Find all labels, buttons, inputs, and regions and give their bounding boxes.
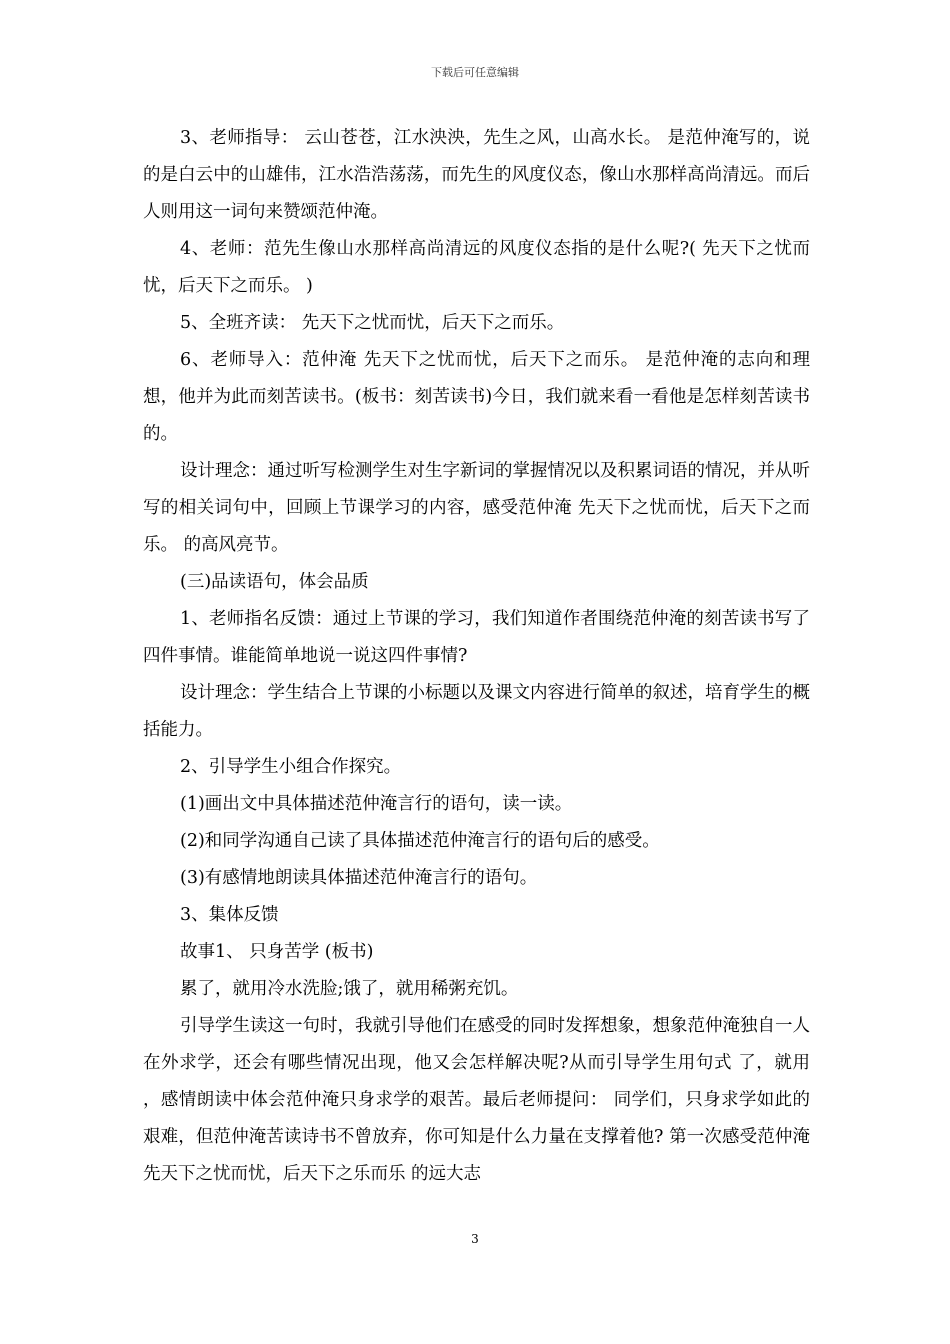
paragraph-design-concept-1: 设计理念：通过听写检测学生对生字新词的掌握情况以及积累词语的情况，并从听写的相关词句中，回顾上节课学习的内容，感受范仲淹 先天下之忧而忧，后天下之而乐。 的高风亮节。 (143, 461, 810, 555)
paragraph-class-reading: 5、全班齐读： 先天下之忧而忧，后天下之而乐。 (180, 313, 565, 333)
paragraph-quote: 累了，就用冷水洗脸;饿了，就用稀粥充饥。 (180, 979, 519, 999)
paragraph-guidance-reading: 引导学生读这一句时，我就引导他们在感受的同时发挥想象，想象范仲淹独自一人在外求学，还会有哪些情况出现，他又会怎样解决呢?从而引导学生用句式 了，就用 ，感情朗读中体会范仲淹只身求学的艰苦。最后老师提问： 同学们，只身求学如此的艰难，但范仲淹苦读诗书不曾放弃，你可知是什么力量在支撑着他? 第一次感受范仲淹 先天下之忧而忧，后天下之乐而乐 的远大志 (143, 1016, 810, 1184)
paragraph-feedback: 1、老师指名反馈：通过上节课的学习，我们知道作者围绕范仲淹的刻苦读书写了四件事情。谁能简单地说一说这四件事情? (143, 609, 810, 666)
paragraph-collective-feedback: 3、集体反馈 (180, 905, 279, 925)
paragraph-design-concept-2: 设计理念：学生结合上节课的小标题以及课文内容进行简单的叙述，培育学生的概括能力。 (143, 683, 810, 740)
page-header: 下载后可任意编辑 (431, 66, 519, 79)
list-item-1: (1)画出文中具体描述范仲淹言行的语句，读一读。 (180, 794, 573, 814)
document-body (143, 120, 810, 1193)
paragraph-teacher-introduction: 6、老师导入：范仲淹 先天下之忧而忧，后天下之而乐。 是范仲淹的志向和理想，他并为此而刻苦读书。(板书：刻苦读书)今日，我们就来看一看他是怎样刻苦读书的。 (143, 350, 810, 444)
list-item-2: (2)和同学沟通自己读了具体描述范仲淹言行的语句后的感受。 (180, 831, 660, 851)
section-heading-3: (三)品读语句，体会品质 (180, 572, 369, 592)
paragraph-teacher-question: 4、老师：范先生像山水那样高尚清远的风度仪态指的是什么呢?( 先天下之忧而忧，后天下之而乐。 ) (143, 239, 810, 296)
paragraph-group-study: 2、引导学生小组合作探究。 (180, 757, 402, 777)
page-number: 3 (471, 1232, 479, 1246)
list-item-3: (3)有感情地朗读具体描述范仲淹言行的语句。 (180, 868, 538, 888)
story-heading-1: 故事1、 只身苦学 (板书) (180, 942, 374, 962)
paragraph-teacher-guidance: 3、老师指导： 云山苍苍，江水泱泱，先生之风，山高水长。 是范仲淹写的，说的是白云中的山雄伟，江水浩浩荡荡，而先生的风度仪态，像山水那样高尚清远。而后人则用这一词句来赞颂范仲淹。 (143, 128, 810, 222)
